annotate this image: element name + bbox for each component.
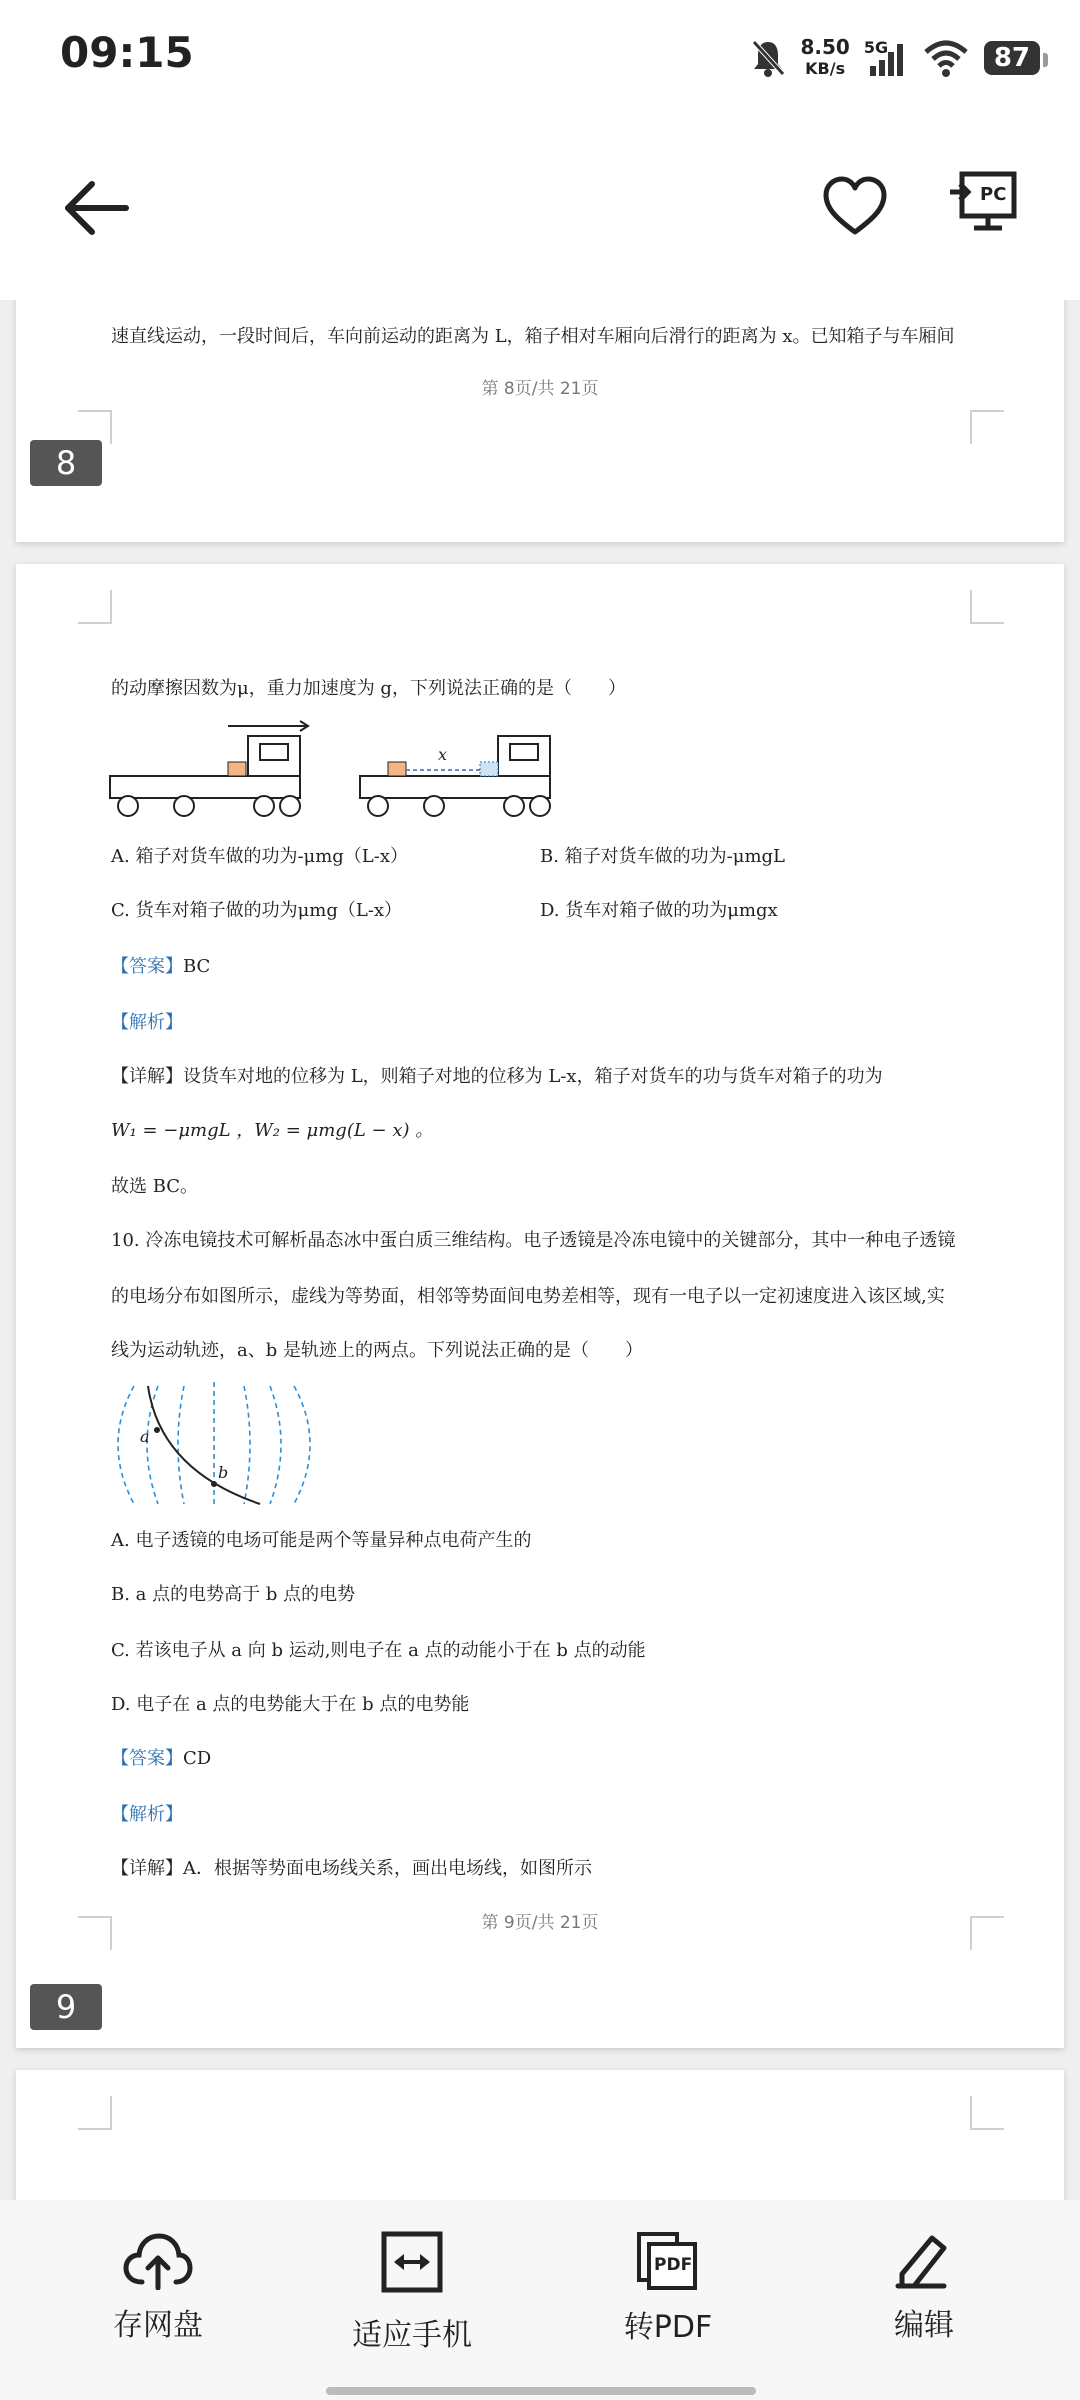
status-icons — [750, 30, 1040, 86]
q10-option-b: B. a 点的电势高于 b 点的电势 — [111, 1584, 356, 1605]
option-c: C. 货车对箱子做的功为μmg（L-x） — [111, 900, 403, 921]
cloud-upload-icon — [122, 2230, 194, 2290]
crop-mark — [970, 1916, 1004, 1950]
crop-mark — [78, 410, 112, 444]
page-9 — [16, 564, 1064, 2048]
crop-mark — [970, 2096, 1004, 2130]
convert-pdf-button[interactable] — [558, 2230, 778, 2346]
heart-icon[interactable] — [822, 174, 888, 240]
crop-mark — [78, 590, 112, 624]
bottom-item-label: 存网盘 — [113, 2308, 203, 2343]
truck-figure — [108, 714, 578, 824]
crop-mark — [970, 590, 1004, 624]
question-10-line-3: 线为运动轨迹，a、b 是轨迹上的两点。下列说法正确的是（ ） — [111, 1340, 643, 1361]
option-b: B. 箱子对货车做的功为-μmgL — [540, 846, 785, 867]
point-b-label: b — [218, 1463, 229, 1482]
edit-button[interactable] — [814, 2230, 1034, 2344]
back-arrow-icon[interactable] — [62, 178, 132, 238]
detail-text: 【详解】设货车对地的位移为 L，则箱子对地的位移为 L-x，箱子对货车的功与货车对箱子的功为 — [111, 1066, 883, 1087]
answer-2 — [111, 1744, 211, 1770]
option-d: D. 货车对箱子做的功为μmgx — [540, 900, 778, 921]
app-header — [0, 116, 1080, 300]
wifi-icon — [922, 38, 970, 78]
save-to-cloud-button[interactable] — [48, 2230, 268, 2344]
bottom-item-label: 适应手机 — [352, 2318, 472, 2353]
answer-tag: 【答案】 — [111, 1748, 183, 1769]
page-footer: 第 9页/共 21页 — [481, 1913, 599, 1933]
detail-text-2: 【详解】A．根据等势面电场线关系，画出电场线，如图所示 — [111, 1858, 592, 1879]
answer — [111, 952, 210, 978]
mute-bell-icon — [750, 38, 786, 78]
bottom-item-label: 转PDF — [623, 2310, 713, 2345]
status-bar — [0, 0, 1080, 116]
page-8 — [16, 300, 1064, 542]
page-footer: 第 8页/共 21页 — [481, 379, 599, 399]
crop-mark — [78, 1916, 112, 1950]
crop-mark — [970, 410, 1004, 444]
fit-width-icon — [380, 2230, 444, 2294]
question-stem: 的动摩擦因数为μ，重力加速度为 g，下列说法正确的是（ ） — [111, 678, 626, 699]
home-indicator[interactable] — [326, 2387, 756, 2395]
net-speed: 8.50 KB/s — [800, 35, 850, 78]
electron-lens-figure — [108, 1380, 318, 1510]
analysis-tag: 【解析】 — [111, 1012, 183, 1033]
pencil-icon — [894, 2230, 954, 2290]
answer-value: BC — [183, 956, 211, 977]
battery-icon: 87 — [984, 41, 1040, 75]
answer-value: CD — [183, 1748, 212, 1769]
network-type: 5G — [863, 38, 889, 57]
to-pc-label: PC — [980, 184, 1007, 205]
point-a-label: a — [140, 1427, 150, 1446]
answer-tag: 【答案】 — [111, 956, 183, 977]
q10-option-d: D. 电子在 a 点的电势能大于在 b 点的电势能 — [111, 1694, 470, 1715]
page-10 — [16, 2070, 1064, 2200]
text-line: 速直线运动，一段时间后，车向前运动的距离为 L，箱子相对车厢向后滑行的距离为 x。已知箱子与车厢间 — [111, 326, 955, 347]
clock: 09:15 — [60, 28, 194, 77]
signal-icon — [864, 38, 908, 78]
formula: W₁ = −μmgL ，W₂ = μmg(L − x) 。 — [111, 1120, 434, 1141]
pdf-convert-icon — [635, 2230, 701, 2292]
q10-option-a: A. 电子透镜的电场可能是两个等量异种点电荷产生的 — [111, 1530, 532, 1551]
fit-phone-button[interactable] — [302, 2230, 522, 2354]
crop-mark — [78, 2096, 112, 2130]
document-viewer[interactable] — [0, 300, 1080, 2200]
figure-label-x: x — [438, 745, 448, 764]
pdf-icon-text: PDF — [654, 2255, 693, 2275]
option-a: A. 箱子对货车做的功为-μmg（L-x） — [111, 846, 408, 867]
bottom-toolbar — [0, 2200, 1080, 2400]
question-10-line-2: 的电场分布如图所示，虚线为等势面，相邻等势面间电势差相等，现有一电子以一定初速度进入该区域,实 — [111, 1286, 945, 1307]
q10-option-c: C. 若该电子从 a 向 b 运动,则电子在 a 点的动能小于在 b 点的动能 — [111, 1640, 646, 1661]
page-number-badge: 9 — [30, 1984, 102, 2030]
conclusion: 故选 BC。 — [111, 1176, 199, 1197]
analysis-tag-2: 【解析】 — [111, 1804, 183, 1825]
page-number-badge: 8 — [30, 440, 102, 486]
bottom-item-label: 编辑 — [894, 2308, 954, 2343]
question-10-line-1: 10. 冷冻电镜技术可解析晶态冰中蛋白质三维结构。电子透镜是冷冻电镜中的关键部分，其中一种电子透镜 — [111, 1230, 956, 1251]
to-pc-button[interactable] — [948, 168, 1018, 238]
